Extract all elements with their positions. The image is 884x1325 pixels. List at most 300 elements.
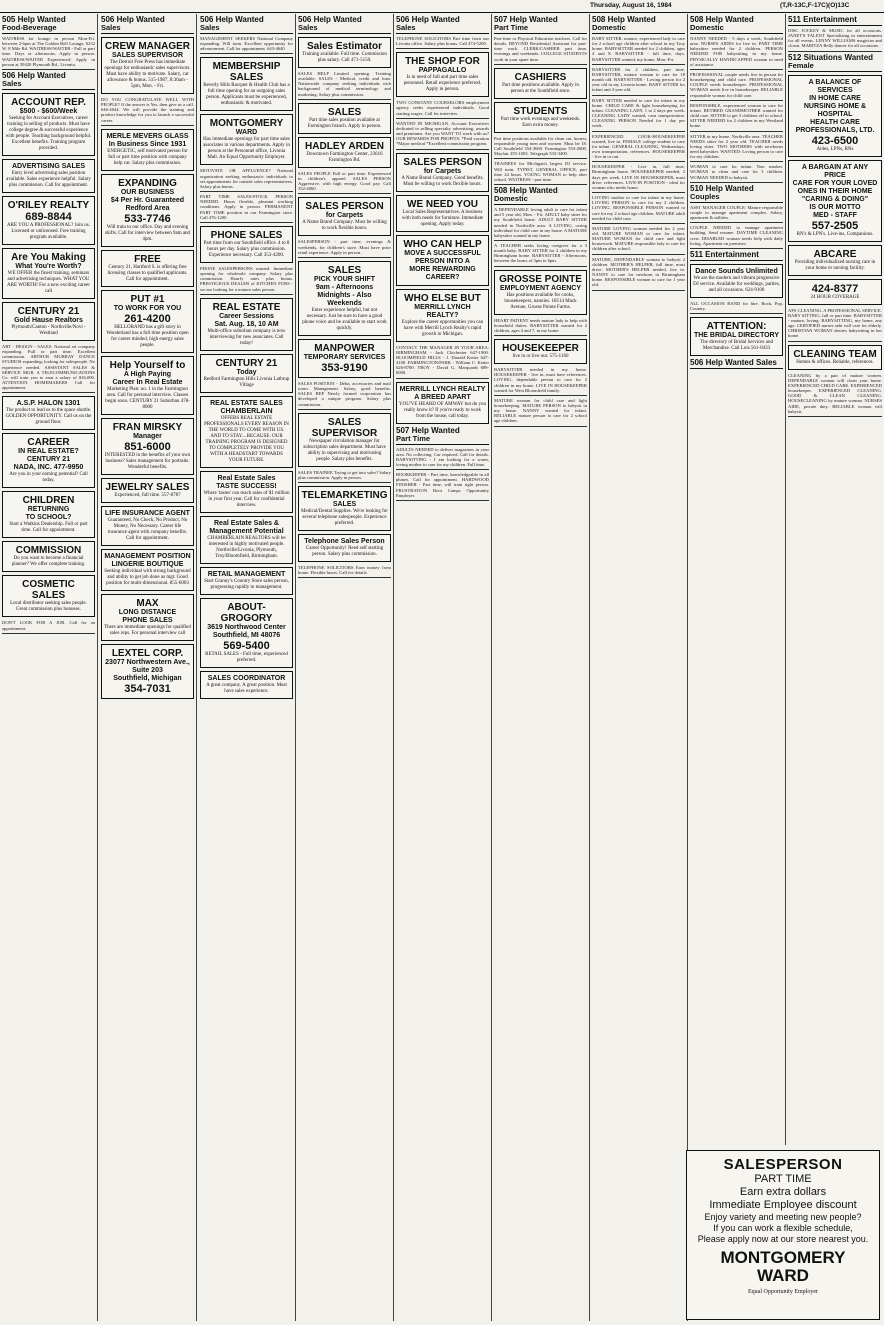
classified-listing: DON'T LOOK FOR A JOB. Call for an appointment. [2,620,95,631]
ad-headline: STUDENTS [513,105,568,117]
section-title: 508 Help Wanted [690,15,754,24]
ad-body: We are the modern and vibrant progressive DJ service. Available for weddings, parties, and all occasions. 624-9100 [693,275,780,293]
classified-listing: SALES POSITION - Delta, accessories and mail room. Management. Salary, good benefits. SALES REP Newly formed corporation has developed a unique program. Salary plus commission. [298,380,391,407]
divider [2,69,95,70]
divider [494,266,587,267]
ad-body: Training available. Full time. Commission plus salary. Call 471-5150. [302,52,387,63]
ad-body: A Name Brand Company. Good benefits. Must be willing to work flexible hours. [401,175,484,187]
classified-listing: Part time positions available for clean cut, honest, responsible young men and women. Must be 18. Call Southfield 354-3660. Farmington 553-2600. Mayfair 255-1003. Telegraph 533-3400. [494,135,587,157]
ad-headline: MANPOWER [314,342,375,354]
ad-body: Newspaper circulation manager for subscription sales department. Must have ability in supervising and motivating people. Salary plus benefits. [303,438,386,462]
display-ad [101,418,194,475]
ad-headline: MAX [136,597,159,609]
ad-headline: 423-6500 [811,134,859,147]
ad-body: Part time work evenings and weekends. Earn extra money. [500,116,581,128]
classified-listing: CLEANING by a pair of mature women. DEPENDABLE woman will clean your home. EXPERIENCED CHILD CARE. EXPERIENCED housekeeper. EXPERIENCED CLEANING. GOOD & CLEAN CLEANING. HOUSECLEANING by mature woman. NURSES AIDE, private duty. RELIABLE woman will babysit. [788,372,882,414]
ad-body: Part time sales position available at Farmington branch. Apply in person. [307,117,382,129]
section-header [200,16,293,34]
section-title: 506 Help Wanted [200,15,264,24]
section-header [690,16,783,34]
section-header [690,185,783,203]
banner-line4: If you can work a flexible schedule, [713,1223,853,1233]
ad-body: Has immediate openings for part time sales associates in various departments. Apply in person at the Personnel office, Livonia Mall. An Equal Opportunity Employer. [203,137,290,161]
ad-headline: JEWELRY SALES [105,481,190,493]
ad-headline: CENTURY 21 [17,305,80,317]
display-ad [494,270,587,315]
ad-body: Marketing Plan: no. 1 in the Farmington area. Call for personal interview. Classes begin soon. CENTURY 21 Suburban 478-8000 [105,386,190,410]
display-ad [690,264,783,298]
section-header [298,16,391,34]
display-ad [101,594,194,641]
classified-listing: A TEACHER seeks loving caregiver for a 3 month baby. BABY SITTER for 2 children in my Birmingham home. BABYSITTER - Afternoons, between the hours of 3pm to 6pm. [494,242,587,264]
ad-headline: O'RILEY REALTY [7,199,90,211]
ad-headline: A High Paying [123,370,172,378]
banner-line5: Please apply now at our store nearest you. [697,1234,869,1244]
ad-headline: SALES COORDINATOR [207,674,286,682]
ad-headline: In Business Since 1931 [108,140,187,148]
ad-body: 24 HOUR COVERAGE [810,294,860,300]
ad-body: Are you in your earning potential? Call today. [9,472,88,484]
display-ad [2,248,95,299]
display-ad [101,644,194,699]
section-header [101,16,194,34]
ad-headline: Management Potential [209,527,284,535]
ad-headline: PICK YOUR SHIFT [314,275,375,283]
ad-headline: for Carpets [325,212,364,220]
ad-headline: 424-8377 [811,282,859,295]
divider [690,248,783,249]
ad-headline: Redford Area [125,204,170,212]
ad-headline: SALES PERSON [305,201,384,213]
section-header [494,16,587,34]
page-code: (T,R-13C,F-17C)(O)13C [780,2,850,9]
display-ad [200,598,293,668]
display-ad [200,298,293,351]
classified-listing: ART - DESIGN - SALES. National art company expanding. Full or part time. Excellent commission. ARTHUR MURRAY DANCE STUDIOS expanding; looking for salespeople. No experience needed. ASSISTANT SALES & SERVICE MGR. A TELECOMMUNICATIONS Co. will train you to earn a salary of $16,000. ATTENTION HOMEMAKERS Call for appointment. [2,343,95,391]
ad-headline: FRAN MIRSKY [112,421,183,433]
divider [494,395,587,396]
ad-body: ARE YOU A PROFESSIONAL? Join us. Licensed or unlicensed. Free training program available. [7,222,90,240]
display-ad [298,197,391,236]
classified-listing: MATURE, DEPENDABLE woman to babysit 2 children. MOTHER'S HELPER, full time, must drive. MOTHER'S HELPER needed, live in. NANNY to care for newborn in Birmingham home. RESPONSIBLE woman to care for 1 year old. [592,256,685,288]
display-ad [2,196,95,245]
section-title: 507 Help Wanted [494,15,558,24]
ad-body: Local Sales Representatives. A business with both needs for furniture. Immediate opening. Apply today. [401,209,484,227]
classified-listing: TELEPHONE SOLICITORS Part time from our Livonia office. Salary plus bonus. Call 474-5200. [396,36,489,47]
display-ad [101,290,194,353]
section-title: 512 Situations Wanted [788,52,874,62]
classified-listing: HOUSEKEEPER - Live in, full time, Birmingham home. HOUSEKEEPER needed, 2 days per week. LIVE IN HOUSEKEEPER, must drive, references. LIVE-IN POSITION - ideal for woman who needs home. [592,164,685,190]
ad-headline: NURSING HOME & HOSPITAL [803,102,867,118]
ad-headline: MERRILL LYNCH REALTY? [414,303,471,319]
divider [396,469,489,470]
ad-headline: CLEANING TEAM [793,348,877,360]
ad-body: Medical/Dental Supplies. We're looking for several telephone salespeople. Experience preferred. [301,508,388,526]
divider [200,222,293,223]
ad-body: OFFERS REAL ESTATE PROFESSIONALS EVERY REASON IN THE WORLD TO COME WITH US. AND TO STAY....BECAUSE: OUR TRAINING PROGRAM IS DESIGNED TO COMPLETELY PROVIDE YOU WITH A HEADSTART TOWARDS YOUR FUTURE. [204,415,289,463]
display-ad [396,235,489,286]
display-ad [396,382,489,424]
ad-headline: Suite 203 [132,666,163,674]
display-ad [298,261,391,336]
classified-listing: AFS CLEANING. A PROFESSIONAL SERVICE. BABY SITTING, full or part time. BABYSITTER - mature, loving. BABYSITTING, my home, any age. CERTIFIED nurses aide will care for elderly. CHRISTIAN WOMAN desires babysitting in her home. [788,307,882,339]
display-ad [101,174,194,247]
classified-listing: SALESPERSON - part time, evenings & weekends, for children's store. Must have prior retail experience. Apply in person. [298,239,391,255]
classified-listing: SALES PEOPLE Full or part time. Experienced in children's apparel. SALES PERSON Aggressive, with high energy. Good pay. Call 352-4060. [298,170,391,192]
section-title: 506 Help Wanted Sales [690,358,777,368]
ad-headline: MORE REWARDING [409,265,476,273]
ad-headline: THE SHOP FOR [405,56,480,68]
display-ad [788,245,882,276]
ad-body: Homes & offices. Reliable, references. [796,359,874,365]
divider [396,118,489,119]
ad-headline: PAPPAGALLO [418,67,467,75]
ad-body: Entry level advertising sales position available. Sales experience helpful. Salary plus commission. Call for appointment. [6,170,91,188]
ad-headline: TO WORK FOR YOU [113,304,182,312]
ad-headline: LEXTEL CORP. [111,647,184,659]
display-ad [298,413,391,467]
ad-headline: SALES PERSON [403,156,482,168]
display-ad [298,103,391,134]
classified-listing: TELEPHONE SOLICITORS Earn money from home. Flexible hours. Call for details. [298,564,391,576]
ad-body: Aides, LPNs, RNs [816,146,854,152]
display-ad [101,37,194,94]
classified-listing: CONTACT THE MANAGER IN YOUR AREA: BIRMINGHAM - Jack Chichester 647-1900. BLOOMFIELD HILLS - J. Donald Ketter 647-4100. FARMINGTON/PARK - William C. Ketter 626-8700. TROY - David G. Marquardt 689-6000. [396,344,489,376]
issue-date: Thursday, August 16, 1984 [590,2,672,9]
ad-body: Enter experience helpful, but not necessary. Just be sure to have a good phone voice and be available to start work quickly. [302,307,387,331]
divider [396,149,489,150]
divider [592,131,685,132]
ad-headline: PHONE SALES [122,616,173,624]
divider [396,500,489,501]
ad-body: WE OFFER the finest training, seminars and advertising techniques. WHAT YOU ARE WORTH! For a new exciting career call [7,270,90,294]
display-ad [200,57,293,111]
divider [2,633,95,634]
ad-headline: PERSON INTO A [415,257,470,265]
section-subtitle: Couples [690,191,720,201]
ad-headline: TO SCHOOL? [25,514,72,522]
divider [690,131,783,132]
display-ad [494,68,587,99]
divider [494,64,587,65]
section-subtitle: Sales [2,78,22,88]
ad-body: Start a Watkins Dealership. Full or part time. Call for appointment. [9,522,88,534]
ad-headline: CENTURY 21 [215,357,278,369]
display-ad [2,575,95,617]
ad-body: ENERGETIC, self motivated person for full or part time position with company help car. Salary plus commission. [107,148,188,166]
ad-headline: MERRILL LYNCH REALTY [399,385,486,393]
display-ad [298,137,391,168]
classified-listing: BABYSITTER for 2 children, part time. BABYSITTER, mature woman to care for 18 month old. BABYSITTER - Loving person for 2 year old in my Livonia home. BABY SITTER for infant and 4 year old. [592,66,685,93]
display-ad [200,396,293,468]
section-subtitle: Food-Beverage [2,23,57,32]
divider [298,257,391,258]
ad-headline: EMPLOYMENT AGENCY [499,284,582,292]
display-ad [788,75,882,157]
section-subtitle: Domestic [690,23,724,32]
ad-headline: A.S.P. HALON 1301 [16,400,81,408]
divider [2,392,95,393]
section-subtitle: Sales [298,23,318,32]
display-ad [494,339,587,364]
ad-headline: MONTGOMERY [209,118,284,130]
display-ad [298,339,391,378]
divider [788,416,882,417]
ad-body: INTERESTED in the benefits of your own business? Sales management for portraits. Wonderful benefits. [104,452,191,470]
ad-headline: SALES SUPERVISOR [311,416,378,439]
ad-headline: WE NEED YOU [407,198,478,210]
divider [690,69,783,70]
column-1 [0,14,98,1321]
section-title: 506 Help Wanted [2,70,66,80]
divider [592,290,685,291]
classified-listing: WANTED IN MICHIGAN. Account Executives dedicated to selling specialty advertising, awards and premiums. Are you WANT TO work with us? OUR REWARDS FOR PROFITS: *Paid vacation *Major medical *Excellent commission program. [396,120,489,147]
ad-headline: HOUSEKEEPER [502,343,579,355]
display-ad [298,37,391,68]
classified-listing: BABY SITTER, mature, experienced lady to care for 2 school age children after school in my Troy home. BABYSITTER needed for 2 children, ages 4 and 8. BABYSITTER - full time, days. BABYSITTER wanted, my home, Mon.-Fri. [592,36,685,62]
banner-subtitle: PART TIME [754,1173,812,1185]
ad-headline: TEMPORARY SERVICES [303,353,386,361]
ad-headline: for Carpets [423,167,462,175]
display-ad [2,433,95,488]
classified-listing: WAITRESS for lounge in person Mon-Fri. between 2-6pm at The Golden Bell Lounge, 6232 W. 8 Mile Rd. WAITRESS/WAITER - Full or part time. Days or afternoons. Apply in person. WAITRESS/WAITER Experienced. Apply in person at 39420 Plymouth Rd., Livonia. [2,36,95,67]
ad-headline: CARE FOR YOUR LOVED [792,179,878,187]
classified-listing: TWO CONSTANT COURSELORS employment agency seeks experienced individuals. Good starting wages. Call for interview. [396,100,489,116]
banner-footer: Equal Opportunity Employer [748,1289,818,1295]
classified-listing: HEART PATIENT needs mature lady to help with household duties. BABYSITTER wanted for 2 children, ages 4 and 7, in my home. [494,317,587,333]
classified-listing: MATURE LOVING woman needed for 2 year old. MATURE WOMAN to care for infant. MATURE WOMAN for child care and light housework. MATURE responsible lady to care for children after school. [592,225,685,252]
divider [494,184,587,185]
ad-headline: PUT #1 [130,293,165,305]
ad-headline: COMMISSION [15,545,82,557]
ad-headline: Midnights - Also Weekends [317,291,372,307]
section-subtitle: Sales [396,23,416,32]
display-ad [2,396,95,430]
divider [494,240,587,241]
display-ad [690,317,783,356]
ad-body: Multi-office suburban company is now interviewing for new associates. Call today! [207,328,286,346]
divider [200,294,293,295]
ad-headline: CHILDREN [22,495,75,507]
ad-headline: ACCOUNT REP. [11,96,86,108]
classified-listing: NANNY NEEDED - 5 days a week, Southfield area. NURSES AIDES for live in. PART TIME babysitter needed for 2 children. PERSON NEEDED FOR babysitting in my home. PHYSICALLY HANDICAPPED woman in need of assistance. [690,36,783,67]
ad-headline: SALES [332,500,357,508]
display-ad [101,478,194,503]
display-ad [101,129,194,171]
ad-headline: 9am - Afternoons [315,283,374,291]
ad-headline: SALES [327,106,362,118]
ad-body: There are immediate openings for qualified sales reps. For personal interview call [104,624,191,636]
classified-listing: ALL OCCASION BAND for hire. Rock, Pop, Country. [690,300,783,311]
banner-line1: Earn extra dollars [739,1186,827,1198]
ad-headline: THE BRIDAL DIRECTORY [693,332,780,340]
display-ad [396,153,489,192]
ad-headline: WHO ELSE BUT [404,292,481,304]
display-ad [101,356,194,415]
display-ad [788,279,882,305]
display-ad [788,160,882,242]
display-ad [396,289,489,342]
ad-headline: CAREER? [425,273,460,281]
display-ad [2,302,95,341]
section-title: 505 Help Wanted [2,15,66,24]
divider [101,125,194,126]
running-header [0,0,884,13]
display-ad [494,102,587,133]
section-title: 511 Entertainment [690,249,759,259]
ad-headline: PHONE SALES [210,229,283,241]
divider [494,426,587,427]
ad-headline: SALES [327,264,362,276]
ad-headline: ADVERTISING SALES [11,162,86,170]
classified-listing: BOOKKEEPER - Part time, knowledgeable in all phases. Call for appointment. HARDWOOD FINISHER - Part time, will train right person. FRUSTRATION Boot Camps Opportunity Employer. [396,472,489,498]
section-subtitle: Domestic [494,194,528,204]
ad-body: Downtown Farmington Center, 23616 Farmington Rd. [306,151,383,163]
ad-headline: Southfield, Michigan [113,674,182,682]
ad-body: Local distributor seeking sales people. Great commission plus bonuses. [10,601,87,613]
display-ad [200,516,293,564]
ad-headline: REAL ESTATE SALES [210,399,283,407]
classified-listing: A DEPENDABLE loving adult to care for infant and 5 year old, Mon. - Fri. ADULT baby sitter for my Southfield home. ADULT BABY SITTER needed in Northville area. A LOVING, caring individual for child care in my home. A MATURE babysitter wanted in my home. [494,207,587,238]
section-title: 511 Entertainment [788,15,857,24]
divider [592,64,685,65]
divider [788,341,882,342]
ad-headline: 353-9190 [321,361,368,374]
section-subtitle: Part Time [396,433,431,443]
ad-body: Where 'tastes' can reach sales of $1 million in your first year. Call for confidential interview. [203,490,290,508]
ad-headline: Career Sessions [219,312,274,320]
column-6 [492,14,590,1321]
section-subtitle: Part Time [494,23,529,32]
classified-listing: ADULTS NEEDED to deliver magazines in your area. No collecting. Car required. Call for details. BABYSITTING - I am looking for a warm, loving mother to care for my children. Full time. [396,446,489,467]
display-ad [298,534,391,562]
ad-headline: ATTENTION: [706,321,767,333]
banner-title: SALESPERSON [723,1156,843,1173]
ad-body: Part time positions available. Apply in person at the Southfield store. [502,82,579,94]
ad-headline: Real Estate Sales & [214,519,279,527]
classified-listing: RESPONSIBLE, experienced woman to care for infant. RETIRED GRANDMOTHER wanted for child care. SITTER to get 3 children off to school. SITTER NEEDED for 2 children in my Westland home. [690,102,783,129]
column-8 [688,14,786,1145]
section-title: 507 Help Wanted [396,425,460,435]
ad-headline: Are You Making [11,251,86,263]
classified-listing: MOTIVATE OR AFFLUENCE? National organization seeking enthusiastic individuals to set appointments for outside sales representatives. Salary plus bonus. [200,168,293,189]
display-ad [2,93,95,156]
section-title: 506 Help Wanted [298,15,362,24]
ad-body: Experienced, full time. 557-8787 [114,492,181,498]
section-subtitle: Sales [200,23,220,32]
divider [592,223,685,224]
display-ad [200,471,293,513]
display-ad [101,549,194,591]
display-ad [298,486,391,531]
ad-body: Has positions available for cooks, housekeepers, nannies. 18514 Mack Avenue, Grosse Pointe Farms. [504,292,577,310]
ad-headline: 851-6000 [124,440,171,453]
section-header [494,187,587,205]
ad-headline: MERLE MEVERS GLASS [106,132,189,140]
section-header [592,16,685,34]
column-5 [394,14,492,1321]
ad-headline: WARD [235,129,258,137]
ad-headline: CHAMBERLAIN [220,407,273,415]
ad-headline: A BARGAIN AT ANY PRICE [801,163,869,179]
ad-headline: 569-5400 [223,639,270,652]
ad-headline: HEALTH CARE [810,118,860,126]
ad-body: A great company. A great position. Must have sales experience. [206,682,287,694]
ad-headline: Dance Sounds Unlimited [695,267,778,275]
ad-body: Beverly Hills Racquet & Health Club has a full time opening for an outgoing sales person. Applicants must be experienced, enthusiastic & motivated. [203,83,290,107]
ad-headline: $500 - $600/Week [19,107,78,115]
section-header [2,72,95,90]
ad-body: A Name Brand Company. Must be willing to work flexible hours. [302,220,387,232]
section-header [788,54,882,72]
ad-headline: NADA, INC. 477-9950 [13,464,84,472]
ad-headline: Sat. Aug. 18, 10 AM [214,320,279,328]
banner-brand: MONTGOMERY [720,1248,846,1267]
ad-headline: 23077 Northwestern Ave., [105,658,190,666]
classified-listing: WOMAN to care for infant. Non smoker. WOMAN to clean and care for 3 children. WOMAN NEEDED to babysit. [690,164,783,180]
ad-headline: COSMETIC SALES [22,579,75,602]
divider [494,158,587,159]
ad-headline: CAREER [27,437,70,449]
divider [298,99,391,100]
ad-headline: ABOUT-GROGORY [220,601,273,624]
ad-body: Plymouth/Canton - Northville/Novi - Westland [11,324,86,336]
ad-body: The directory of Bridal Services and Merchandise. Call Lois 561-0433 [700,340,773,352]
ad-body: Seeking individual with strong background and ability to get job done as mgr. Good position for multi-dimensional. 855-6003 [104,568,191,586]
section-subtitle: Domestic [592,23,626,32]
classified-listing: EXPERIENCED COOK-HOUSEKEEPER wanted, live in. FEMALE college student to care for infant. GENERAL CLEANING, Wednesdays, own transportation, references. HOUSEKEEPER - live in or out. [592,133,685,160]
display-ad [200,354,293,393]
classified-listing: Part-time or Physical Education teachers. Call for details. BEYOND Residential Assistant for part-time work. CLERK/CASHIER part time, evenings and weekends. COLLEGE STUDENTS work in your spare time. [494,36,587,62]
banner-line3: Enjoy variety and meeting new people? [704,1212,862,1222]
divider [396,378,489,379]
ad-headline: 3619 Northwood Center [207,623,286,631]
ad-headline: HADLEY ARDEN [305,140,384,152]
divider [396,48,489,49]
section-header [396,16,489,34]
classified-listing: LOVING mother to care for infant in my home. LOVING PERSON to care for my 2 children. LOVING, RESPONSIBLE PERSON wanted to care for my 2 school age children. MATURE adult needed for child care. [592,195,685,221]
display-ad [200,567,293,595]
ad-headline: Today [236,368,257,376]
ad-headline: LIFE INSURANCE AGENT [105,509,190,517]
display-ad [396,52,489,97]
divider [298,482,391,483]
ad-headline: CASHIERS [514,71,567,83]
ad-headline: ONES IN THEIR HOME [797,187,873,195]
ad-headline: WHO CAN HELP [403,238,482,250]
ad-headline: EXPANDING [118,177,177,189]
classified-listing: DO YOU CONGRATULATE WELL WITH PEOPLE? If the answer is Yes, then give us a call. 646-4044. We will provide the training and product knowledge for you to launch a successful career. [101,97,194,123]
display-ad [200,114,293,165]
ad-headline: What You're Worth? [15,262,82,270]
ad-headline: OUR BUSINESS [120,188,175,196]
classified-listing: PROFESSIONAL couple needs live in person for housekeeping and child care. PROFESSIONAL COUPLE needs housekeeper. PROFESSIONAL WOMAN needs live in housekeeper. RELIABLE responsible woman for child care. [690,71,783,98]
ad-headline: Sales Estimator [306,41,383,52]
section-header [690,359,783,369]
divider [494,335,587,336]
classified-listing: MANAGEMENT SEEKERS National Company expanding. Will train. Excellent opportunity for advancement. Call for appointment. 643-4640 [200,36,293,52]
ad-body: Seeking for Account Executives, career training in selling of products. Must have college degree & successful experience with people. Teaching background helpful. Excellent benefits. Training program provided. [5,115,92,151]
display-ad [2,159,95,193]
display-ad [2,491,95,538]
classified-listing: PHONE SALESPERSONS wanted. Immediate opening for wholesale company. Salary plus commission. Hourly rates plus bonus. PRESTIGIOUS DEALER of KITCHEN FURS - we are looking for a mature sales person. [200,265,293,292]
ad-body: Guaranteed, No Check, No Product, No Money, No Necessary. Career life insurance agent with company benefits. Call for appointment. [107,517,188,541]
ad-body: RN's & LPN's. Live-ins, Companions. [796,231,874,237]
ad-headline: $4 Per Hr. Guaranteed [110,196,185,204]
column-3 [198,14,296,1321]
display-ad [396,195,489,232]
classified-listing: SITTER in my home, Northville area. TEACHER NEEDS sitter for 2 year old. TEACHER needs loving sitter. TWO MOTHERS with newborns need babysitter. WANTED: Loving person to care for my children. [690,133,783,160]
